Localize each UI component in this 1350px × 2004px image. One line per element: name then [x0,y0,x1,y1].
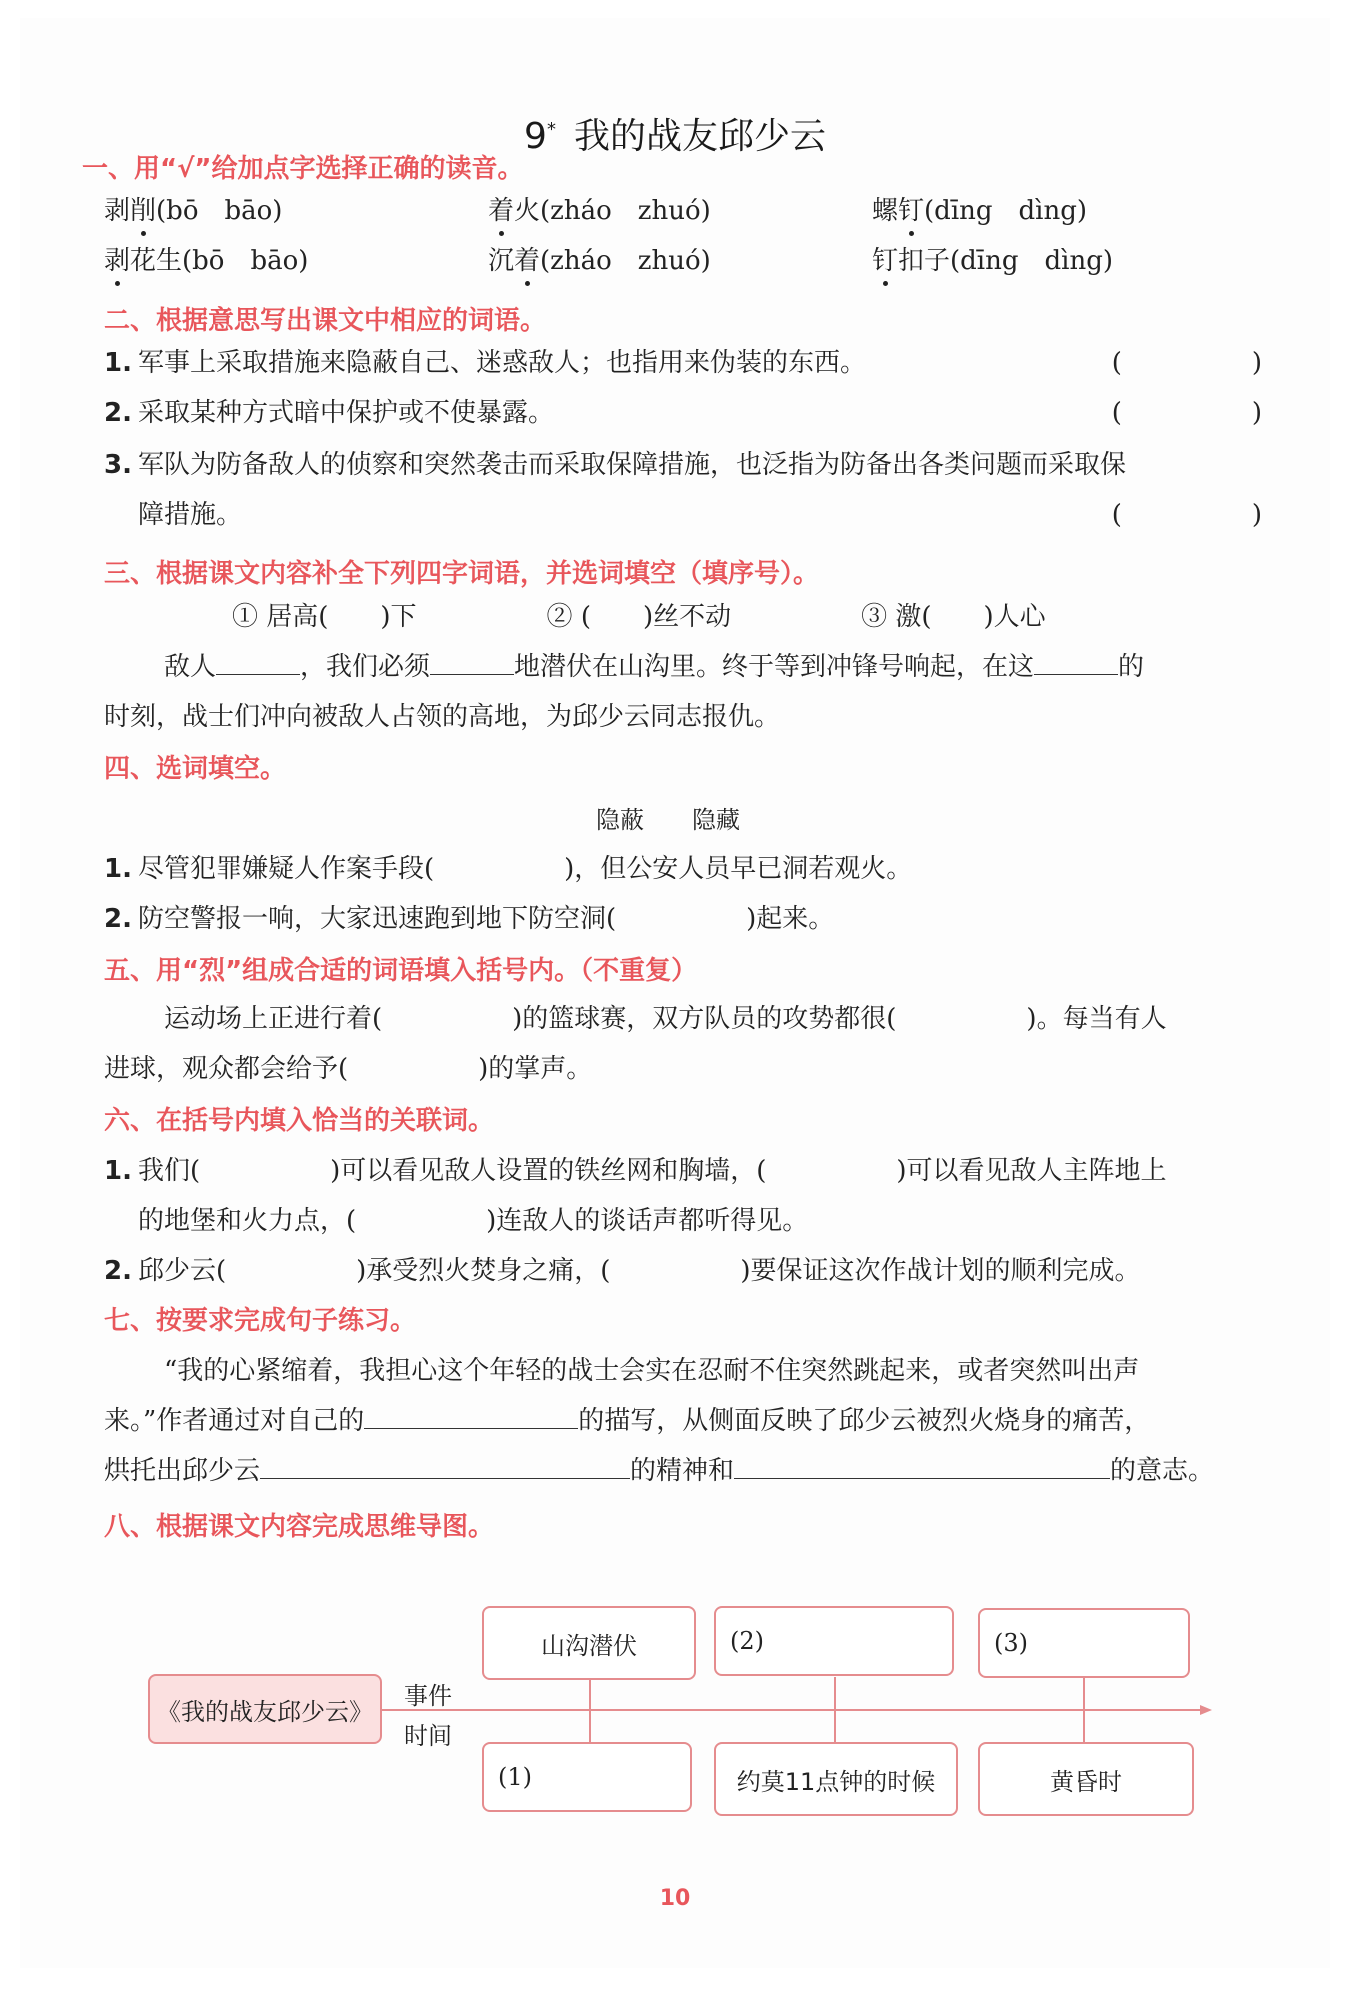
page-number: 10 [659,1886,691,1911]
event-box-blank[interactable]: (3) [978,1608,1190,1678]
fill-paragraph-line: 时刻，战士们冲向被敌人占领的高地，为邱少云同志报仇。 [104,702,781,732]
fill-paragraph-line: 敌人 ，我们必须 地潜伏在山沟里。终于等到冲锋号响起，在这 的 [164,646,1144,683]
mind-map-root: 《我的战友邱少云》 [148,1674,382,1744]
time-box: 黄昏时 [978,1742,1194,1816]
connector-line [1083,1677,1085,1743]
connector-line [589,1677,591,1743]
question-item: 3. 军队为防备敌人的侦察和突然袭击而采取保障措施，也泛指为防备出各类问题而采取保 [104,450,1126,480]
question-item: 2. 采取某种方式暗中保护或不使暴露。 ( ) [104,392,1262,429]
section-7-heading: 七、按要求完成句子练习。 [104,1306,417,1336]
question-item-continued: 障措施。 ( ) [138,494,1262,531]
question-item: 1. 我们( )可以看见敌人设置的铁丝网和胸墙，( )可以看见敌人主阵地上 [104,1156,1167,1186]
question-item: 2. 防空警报一响，大家迅速跑到地下防空洞( )起来。 [104,904,835,934]
event-axis-label: 事件 [404,1682,452,1710]
event-box-blank[interactable]: (2) [714,1606,954,1676]
time-box-blank[interactable]: (1) [482,1742,692,1812]
fill-paragraph-line: 进球，观众都会给予( )的掌声。 [104,1054,593,1084]
pinyin-item: 螺钉(dīng dìng) [872,196,1088,226]
section-2-heading: 二、根据意思写出课文中相应的词语。 [104,306,547,336]
answer-paren[interactable]: ( ) [1111,348,1262,378]
section-4-heading: 四、选词填空。 [104,754,287,784]
time-axis-label: 时间 [404,1722,452,1750]
question-item: 2. 邱少云( )承受烈火焚身之痛，( )要保证这次作战计划的顺利完成。 [104,1256,1141,1286]
question-item: 1. 军事上采取措施来隐蔽自己、迷惑敌人；也指用来伪装的东西。 ( ) [104,342,1262,379]
event-box: 山沟潜伏 [482,1606,696,1680]
pinyin-item: 沉着(zháo zhuó) [488,246,711,276]
fill-paragraph-line: 运动场上正进行着( )的篮球赛，双方队员的攻势都很( )。每当有人 [164,1004,1167,1034]
answer-paren[interactable]: ( ) [1111,398,1262,428]
fill-paragraph-line: “我的心紧缩着，我担心这个年轻的战士会实在忍耐不住突然跳起来，或者突然叫出声 [164,1356,1140,1386]
section-1-heading: 一、用“√”给加点字选择正确的读音。 [82,154,524,184]
word-choices: 隐蔽 隐藏 [596,806,740,834]
pinyin-item: 钉扣子(dīng dìng) [872,246,1113,276]
idiom-options: ① 居高( )下 ② ( )丝不动 ③ 激( )人心 [232,602,1046,632]
pinyin-item: 着火(zháo zhuó) [488,196,711,226]
fill-paragraph-line: 来。”作者通过对自己的 的描写，从侧面反映了邱少云被烈火烧身的痛苦， [104,1400,1150,1437]
answer-paren[interactable]: ( ) [1111,500,1262,530]
question-item-continued: 的地堡和火力点，( )连敌人的谈话声都听得见。 [138,1206,809,1236]
page-title: 9* 我的战友邱少云 [524,116,826,157]
section-3-heading: 三、根据课文内容补全下列四字词语，并选词填空（填序号）。 [104,559,820,589]
section-8-heading: 八、根据课文内容完成思维导图。 [104,1512,495,1542]
time-box: 约莫11点钟的时候 [714,1742,958,1816]
fill-paragraph-line: 烘托出邱少云 的精神和 的意志。 [104,1450,1214,1487]
question-item: 1. 尽管犯罪嫌疑人作案手段( )，但公安人员早已洞若观火。 [104,854,913,884]
section-5-heading: 五、用“烈”组成合适的词语填入括号内。（不重复） [104,956,698,986]
pinyin-item: 剥花生(bō bāo) [104,246,309,276]
section-6-heading: 六、在括号内填入恰当的关联词。 [104,1106,495,1136]
pinyin-item: 剥削(bō bāo) [104,196,283,226]
connector-line [834,1677,836,1743]
